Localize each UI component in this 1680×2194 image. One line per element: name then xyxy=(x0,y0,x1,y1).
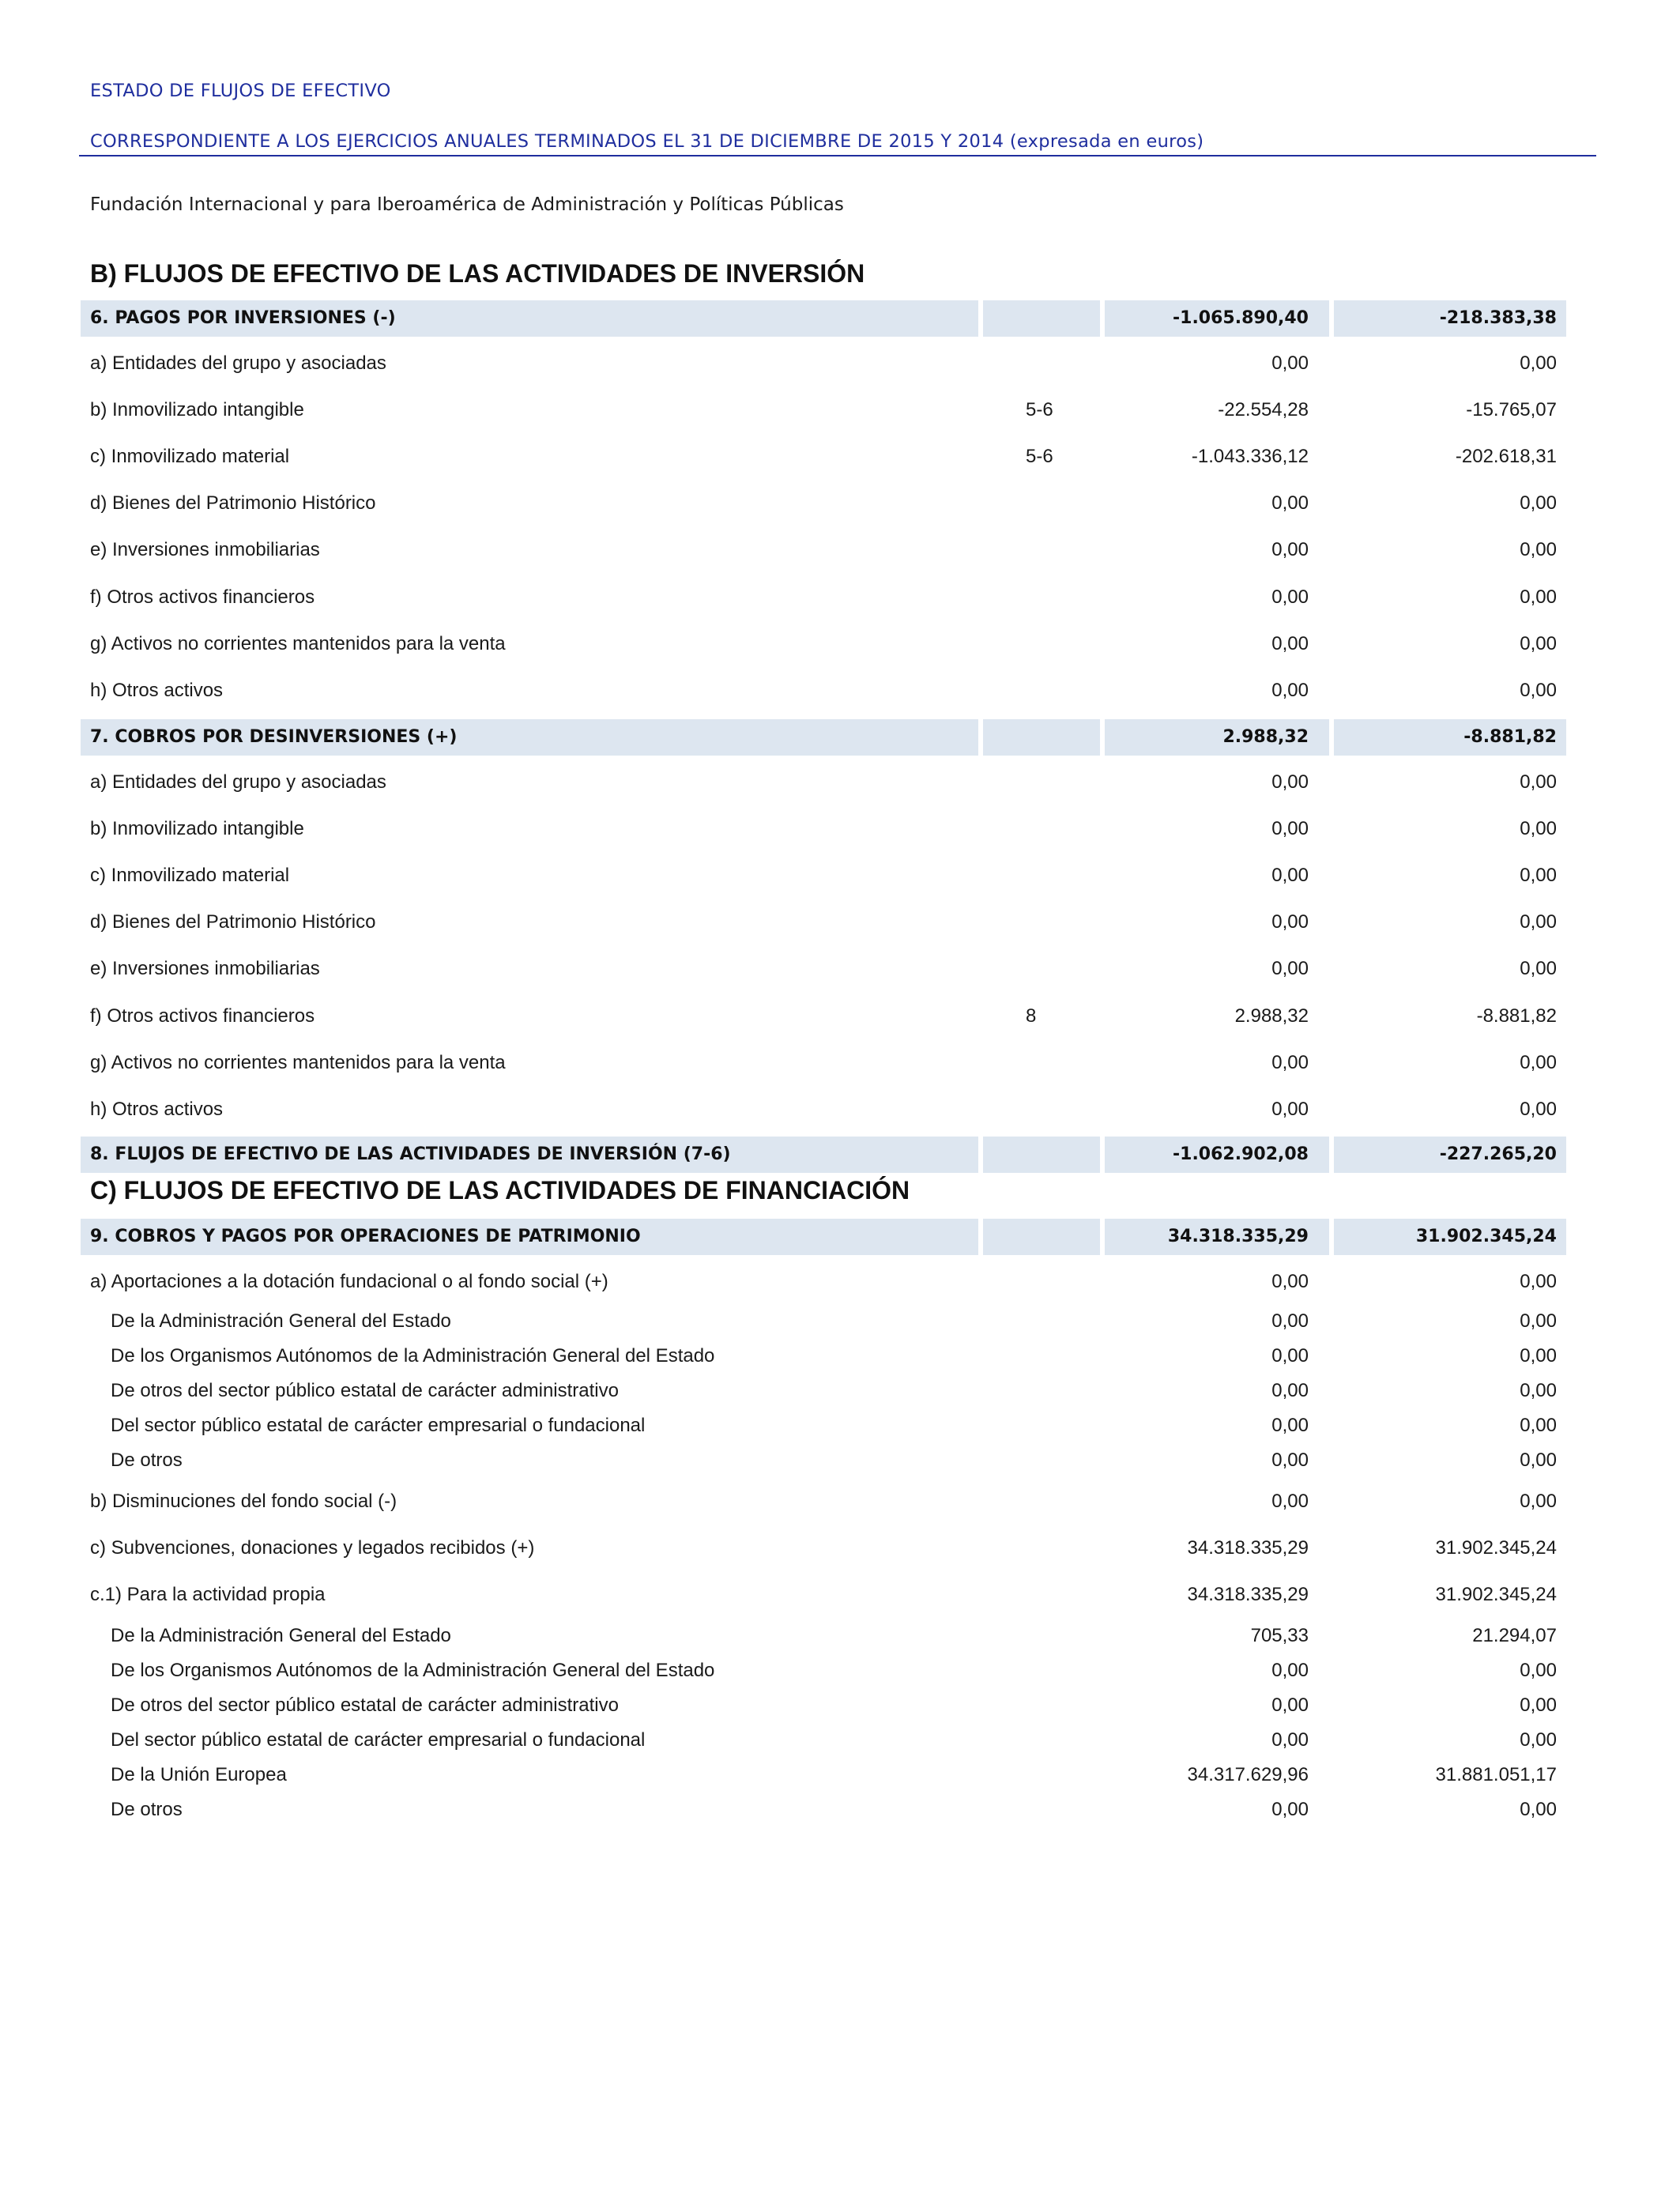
value-2015: 0,00 xyxy=(1271,1415,1309,1436)
value-2015: 0,00 xyxy=(1271,1380,1309,1401)
row-label: 6. PAGOS POR INVERSIONES (-) xyxy=(90,308,396,328)
value-2014: 0,00 xyxy=(1520,771,1557,793)
value-2014: 0,00 xyxy=(1520,633,1557,654)
document-title: ESTADO DE FLUJOS DE EFECTIVO xyxy=(90,81,391,101)
table-row xyxy=(81,1532,1566,1564)
table-row xyxy=(81,1375,1566,1407)
table-row xyxy=(81,767,1566,798)
value-2014: 0,00 xyxy=(1520,539,1557,560)
table-row xyxy=(81,1725,1566,1756)
row-label: g) Activos no corrientes mantenidos para la venta xyxy=(90,1052,506,1073)
organization-name: Fundación Internacional y para Iberoamérica de Administración y Políticas Públicas xyxy=(90,194,844,215)
value-2014: 31.902.345,24 xyxy=(1415,1227,1557,1246)
table-row xyxy=(81,582,1566,613)
value-2015: 0,00 xyxy=(1271,1099,1309,1120)
row-label: a) Entidades del grupo y asociadas xyxy=(90,771,386,793)
value-2014: 0,00 xyxy=(1520,1415,1557,1436)
row-label: d) Bienes del Patrimonio Histórico xyxy=(90,492,376,514)
value-2015: 0,00 xyxy=(1271,818,1309,839)
value-2014: 0,00 xyxy=(1520,1491,1557,1512)
row-label: 9. COBROS Y PAGOS POR OPERACIONES DE PATRIMONIO xyxy=(90,1227,641,1246)
row-label: De otros del sector público estatal de carácter administrativo xyxy=(111,1695,619,1716)
row-label: Del sector público estatal de carácter empresarial o fundacional xyxy=(111,1729,646,1751)
value-2015: 0,00 xyxy=(1271,539,1309,560)
value-2014: 31.881.051,17 xyxy=(1435,1764,1557,1785)
value-2015: 2.988,32 xyxy=(1222,727,1309,747)
note-reference: 8 xyxy=(1026,1005,1037,1027)
row-label: De otros del sector público estatal de carácter administrativo xyxy=(111,1380,619,1401)
header-cell-background xyxy=(983,1219,1100,1255)
value-2014: 0,00 xyxy=(1520,1052,1557,1073)
document-subtitle: CORRESPONDIENTE A LOS EJERCICIOS ANUALES TERMINADOS EL 31 DE DICIEMBRE DE 2015 Y 2014 (expresada en euros) xyxy=(90,131,1204,152)
row-label: b) Disminuciones del fondo social (-) xyxy=(90,1491,397,1512)
value-2015: -1.043.336,12 xyxy=(1191,446,1309,467)
value-2015: 0,00 xyxy=(1271,352,1309,374)
table-section-row xyxy=(81,1137,1566,1173)
value-2015: 0,00 xyxy=(1271,771,1309,793)
row-label: c.1) Para la actividad propia xyxy=(90,1584,326,1605)
value-2014: 0,00 xyxy=(1520,1271,1557,1292)
header-cell-background xyxy=(983,300,1100,337)
value-2015: 0,00 xyxy=(1271,680,1309,701)
value-2014: 0,00 xyxy=(1520,680,1557,701)
value-2015: 0,00 xyxy=(1271,633,1309,654)
table-row xyxy=(81,394,1566,426)
value-2014: 0,00 xyxy=(1520,911,1557,933)
row-label: De los Organismos Autónomos de la Administración General del Estado xyxy=(111,1660,715,1681)
row-label: De otros xyxy=(111,1449,183,1471)
value-2015: 0,00 xyxy=(1271,1660,1309,1681)
row-label: h) Otros activos xyxy=(90,680,224,701)
value-2015: 0,00 xyxy=(1271,1052,1309,1073)
row-label: c) Inmovilizado material xyxy=(90,446,290,467)
value-2015: 0,00 xyxy=(1271,1449,1309,1471)
value-2015: 34.318.335,29 xyxy=(1187,1537,1309,1559)
table-row xyxy=(81,1486,1566,1517)
table-row xyxy=(81,1410,1566,1442)
row-label: b) Inmovilizado intangible xyxy=(90,399,304,420)
value-2014: 0,00 xyxy=(1520,1099,1557,1120)
row-label: 8. FLUJOS DE EFECTIVO DE LAS ACTIVIDADES DE INVERSIÓN (7-6) xyxy=(90,1144,731,1164)
section-title-investment: B) FLUJOS DE EFECTIVO DE LAS ACTIVIDADES DE INVERSIÓN xyxy=(90,259,865,288)
table-section-row xyxy=(81,719,1566,756)
table-row xyxy=(81,348,1566,379)
row-label: De otros xyxy=(111,1799,183,1820)
row-label: 7. COBROS POR DESINVERSIONES (+) xyxy=(90,727,458,747)
value-2015: -1.062.902,08 xyxy=(1173,1144,1309,1164)
table-row xyxy=(81,1620,1566,1652)
table-row xyxy=(81,1445,1566,1476)
table-row xyxy=(81,813,1566,845)
value-2015: 0,00 xyxy=(1271,586,1309,608)
value-2014: -8.881,82 xyxy=(1476,1005,1557,1027)
value-2015: 0,00 xyxy=(1271,492,1309,514)
note-reference: 5-6 xyxy=(1026,399,1053,420)
header-divider xyxy=(79,155,1596,156)
value-2014: 31.902.345,24 xyxy=(1435,1584,1557,1605)
table-row xyxy=(81,1001,1566,1032)
value-2015: 0,00 xyxy=(1271,1799,1309,1820)
table-row xyxy=(81,441,1566,473)
row-label: d) Bienes del Patrimonio Histórico xyxy=(90,911,376,933)
header-cell-background xyxy=(983,719,1100,756)
value-2014: 0,00 xyxy=(1520,958,1557,979)
value-2014: -202.618,31 xyxy=(1455,446,1557,467)
value-2014: 0,00 xyxy=(1520,1310,1557,1332)
value-2015: -22.554,28 xyxy=(1218,399,1309,420)
value-2015: 0,00 xyxy=(1271,1310,1309,1332)
row-label: g) Activos no corrientes mantenidos para la venta xyxy=(90,633,506,654)
value-2015: 0,00 xyxy=(1271,865,1309,886)
note-reference: 5-6 xyxy=(1026,446,1053,467)
row-label: h) Otros activos xyxy=(90,1099,224,1120)
value-2015: 34.317.629,96 xyxy=(1187,1764,1309,1785)
value-2015: 2.988,32 xyxy=(1234,1005,1309,1027)
table-row xyxy=(81,1047,1566,1079)
value-2014: 0,00 xyxy=(1520,1345,1557,1367)
value-2015: 0,00 xyxy=(1271,1695,1309,1716)
value-2014: -227.265,20 xyxy=(1439,1144,1557,1164)
value-2015: 34.318.335,29 xyxy=(1167,1227,1309,1246)
value-2015: -1.065.890,40 xyxy=(1173,308,1309,328)
value-2014: 0,00 xyxy=(1520,1660,1557,1681)
row-label: e) Inversiones inmobiliarias xyxy=(90,958,320,979)
table-row xyxy=(81,1690,1566,1721)
value-2015: 0,00 xyxy=(1271,911,1309,933)
value-2014: 0,00 xyxy=(1520,1380,1557,1401)
table-row xyxy=(81,488,1566,519)
table-row xyxy=(81,1579,1566,1611)
value-2015: 0,00 xyxy=(1271,1491,1309,1512)
table-row xyxy=(81,534,1566,566)
value-2014: 0,00 xyxy=(1520,1695,1557,1716)
row-label: a) Entidades del grupo y asociadas xyxy=(90,352,386,374)
table-section-row xyxy=(81,300,1566,337)
row-label: De los Organismos Autónomos de la Administración General del Estado xyxy=(111,1345,715,1367)
value-2014: 0,00 xyxy=(1520,492,1557,514)
value-2014: 0,00 xyxy=(1520,865,1557,886)
table-section-row xyxy=(81,1219,1566,1255)
table-row xyxy=(81,1094,1566,1125)
value-2015: 705,33 xyxy=(1250,1625,1309,1646)
value-2015: 0,00 xyxy=(1271,1345,1309,1367)
row-label: De la Administración General del Estado xyxy=(111,1625,451,1646)
header-cell-background xyxy=(983,1137,1100,1173)
value-2014: -218.383,38 xyxy=(1439,308,1557,328)
row-label: c) Subvenciones, donaciones y legados recibidos (+) xyxy=(90,1537,535,1559)
value-2014: 0,00 xyxy=(1520,352,1557,374)
row-label: f) Otros activos financieros xyxy=(90,1005,315,1027)
section-title-financing: C) FLUJOS DE EFECTIVO DE LAS ACTIVIDADES DE FINANCIACIÓN xyxy=(90,1176,910,1204)
table-row xyxy=(81,953,1566,985)
table-row xyxy=(81,860,1566,892)
value-2015: 0,00 xyxy=(1271,958,1309,979)
table-row xyxy=(81,1266,1566,1298)
value-2015: 34.318.335,29 xyxy=(1187,1584,1309,1605)
table-row xyxy=(81,1794,1566,1826)
row-label: b) Inmovilizado intangible xyxy=(90,818,304,839)
value-2014: 0,00 xyxy=(1520,1729,1557,1751)
table-row xyxy=(81,1340,1566,1372)
value-2015: 0,00 xyxy=(1271,1729,1309,1751)
value-2014: 0,00 xyxy=(1520,1799,1557,1820)
table-row xyxy=(81,1655,1566,1687)
row-label: De la Unión Europea xyxy=(111,1764,287,1785)
table-row xyxy=(81,1306,1566,1337)
row-label: c) Inmovilizado material xyxy=(90,865,290,886)
value-2014: -8.881,82 xyxy=(1463,727,1557,747)
row-label: De la Administración General del Estado xyxy=(111,1310,451,1332)
value-2015: 0,00 xyxy=(1271,1271,1309,1292)
table-row xyxy=(81,907,1566,938)
value-2014: 0,00 xyxy=(1520,818,1557,839)
table-row xyxy=(81,628,1566,660)
value-2014: 0,00 xyxy=(1520,586,1557,608)
value-2014: 0,00 xyxy=(1520,1449,1557,1471)
row-label: e) Inversiones inmobiliarias xyxy=(90,539,320,560)
value-2014: 31.902.345,24 xyxy=(1435,1537,1557,1559)
row-label: Del sector público estatal de carácter empresarial o fundacional xyxy=(111,1415,646,1436)
table-row xyxy=(81,675,1566,707)
value-2014: -15.765,07 xyxy=(1466,399,1557,420)
row-label: f) Otros activos financieros xyxy=(90,586,315,608)
value-2014: 21.294,07 xyxy=(1472,1625,1557,1646)
row-label: a) Aportaciones a la dotación fundacional o al fondo social (+) xyxy=(90,1271,608,1292)
table-row xyxy=(81,1759,1566,1791)
